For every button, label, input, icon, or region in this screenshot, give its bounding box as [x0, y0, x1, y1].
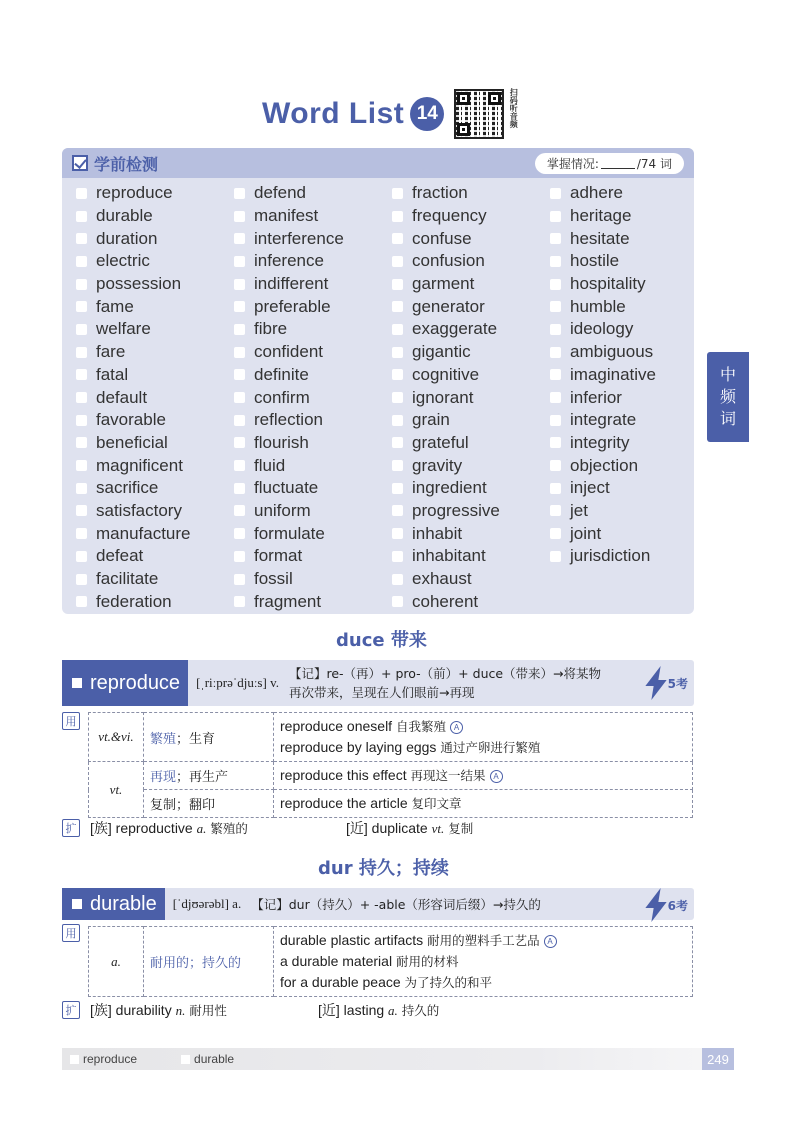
checklist-item[interactable] — [234, 477, 392, 500]
checkbox[interactable] — [392, 596, 403, 607]
checkbox[interactable] — [234, 188, 245, 199]
checklist-word: coherent — [412, 591, 479, 611]
checklist-item[interactable] — [76, 318, 234, 341]
checkbox[interactable] — [76, 211, 87, 222]
checklist-word: manufacture — [96, 523, 191, 543]
checklist-word: fraction — [412, 183, 468, 203]
checkbox[interactable] — [234, 460, 245, 471]
checklist-item[interactable] — [392, 227, 550, 250]
checklist-item[interactable] — [76, 386, 234, 409]
checklist-word: welfare — [96, 319, 151, 339]
checkbox[interactable] — [392, 233, 403, 244]
checklist-word: hospitality — [570, 274, 646, 294]
lightning-icon — [646, 888, 664, 922]
checklist-word: fibre — [254, 319, 288, 339]
checkbox[interactable] — [392, 188, 403, 199]
checklist-item[interactable] — [234, 522, 392, 545]
checklist-word: satisfactory — [96, 500, 182, 520]
entry-header-durable — [62, 888, 694, 920]
usage-table-reproduce — [88, 712, 693, 818]
phonetic: [ˈdjʊərəbl] a. — [172, 896, 242, 911]
checklist-word: adhere — [570, 183, 623, 203]
checkbox[interactable] — [76, 528, 87, 539]
checklist-word: ambiguous — [570, 342, 654, 362]
checklist-item[interactable] — [392, 409, 550, 432]
side-tab-char: 中 — [719, 365, 736, 384]
checkbox[interactable] — [234, 233, 245, 244]
page-header — [262, 88, 519, 140]
checklist-word: ingredient — [412, 478, 487, 498]
exam-mark-icon: A — [544, 935, 557, 948]
checklist-item[interactable] — [234, 250, 392, 273]
checkbox[interactable] — [76, 415, 87, 426]
checkbox[interactable] — [392, 279, 403, 290]
checklist-word: magnificent — [96, 455, 183, 475]
checklist-item[interactable] — [76, 500, 234, 523]
checklist-word: fare — [96, 342, 126, 362]
checklist-word: objection — [570, 455, 639, 475]
table-row: a. 耐用的；持久的 durable plastic artifacts 耐用的塑料手工艺品 A a durable material 耐用的材料 for a durable peace 为了持久的和平 — [89, 927, 693, 997]
checklist-word: hesitate — [570, 228, 630, 248]
exam-mark-icon: A — [490, 770, 503, 783]
checklist-word: fossil — [254, 569, 293, 589]
checkbox[interactable] — [392, 301, 403, 312]
checkbox[interactable] — [76, 483, 87, 494]
checklist-item[interactable] — [392, 273, 550, 296]
checkbox[interactable] — [76, 551, 87, 562]
checkbox[interactable] — [550, 233, 561, 244]
checkbox[interactable] — [234, 437, 245, 448]
checklist-item[interactable] — [76, 250, 234, 273]
checkbox[interactable] — [234, 505, 245, 516]
checkbox[interactable] — [550, 551, 561, 562]
usage-icon: 用 — [62, 712, 80, 730]
checkbox[interactable] — [76, 301, 87, 312]
checklist-item[interactable] — [76, 568, 234, 591]
checkbox[interactable] — [76, 574, 87, 585]
page-number: 249 — [702, 1048, 734, 1070]
checklist-word: garment — [412, 274, 475, 294]
checklist-item[interactable] — [550, 250, 708, 273]
checklist-item[interactable] — [234, 590, 392, 613]
checklist-word: grain — [412, 410, 450, 430]
checklist-item[interactable] — [392, 250, 550, 273]
qr-code-icon[interactable] — [454, 89, 504, 139]
checklist-item[interactable] — [76, 454, 234, 477]
checkbox[interactable] — [234, 483, 245, 494]
checklist-word: defend — [254, 183, 306, 203]
checklist-word: progressive — [412, 500, 500, 520]
checkbox[interactable] — [392, 211, 403, 222]
checklist-item[interactable] — [392, 386, 550, 409]
memory-tip: 【记】dur（持久）+ -able（形容词后缀）→持久的 — [251, 896, 541, 912]
page-title: Word List — [262, 97, 405, 130]
checklist-word: fatal — [96, 364, 129, 384]
checklist-item[interactable] — [392, 318, 550, 341]
checklist-item[interactable] — [234, 409, 392, 432]
checkbox[interactable] — [234, 369, 245, 380]
checklist-word: default — [96, 387, 148, 407]
checklist-word: interference — [254, 228, 344, 248]
checklist-word: inhabit — [412, 523, 463, 543]
checkbox[interactable] — [392, 505, 403, 516]
checklist-item[interactable] — [550, 522, 708, 545]
root-heading-duce: duce 带来 — [336, 630, 427, 651]
checkbox[interactable] — [392, 256, 403, 267]
checkbox[interactable] — [234, 211, 245, 222]
checklist-item[interactable] — [550, 545, 708, 568]
checklist-word: facilitate — [96, 569, 159, 589]
usage-table-durable — [88, 926, 693, 997]
checklist-word: ignorant — [412, 387, 474, 407]
checklist-word: manifest — [254, 206, 319, 226]
checkbox[interactable] — [76, 188, 87, 199]
checklist-item[interactable] — [550, 477, 708, 500]
checkbox[interactable] — [392, 551, 403, 562]
checklist-item[interactable] — [234, 545, 392, 568]
checkbox[interactable] — [234, 347, 245, 358]
checklist-word: jet — [570, 500, 588, 520]
checklist-word: exhaust — [412, 569, 472, 589]
checkbox[interactable] — [550, 188, 561, 199]
mastery-counter: 掌握情况: /74 词 — [535, 153, 684, 174]
checkbox[interactable] — [392, 369, 403, 380]
word-grid — [62, 178, 694, 613]
checklist-item[interactable] — [234, 205, 392, 228]
entry-word: reproduce — [90, 671, 181, 694]
checklist-word: reflection — [254, 410, 323, 430]
checklist-item[interactable] — [392, 477, 550, 500]
table-row: vt.&vi. 繁殖；生育 reproduce oneself 自我繁殖 A reproduce by laying eggs 通过产卵进行繁殖 — [89, 713, 693, 762]
checklist-word: beneficial — [96, 432, 168, 452]
page-footer — [62, 1048, 734, 1070]
checklist-title: 学前检测 — [94, 154, 159, 174]
checklist-word: fluctuate — [254, 478, 319, 498]
checklist-item[interactable] — [234, 318, 392, 341]
checklist-word: humble — [570, 296, 626, 316]
checklist-item[interactable] — [392, 500, 550, 523]
table-row: 复制；翻印 reproduce the article 复印文章 — [89, 790, 693, 818]
entry-header-reproduce — [62, 660, 694, 706]
checklist-item[interactable] — [234, 454, 392, 477]
lightning-icon — [646, 666, 664, 700]
entry-word: durable — [90, 892, 157, 915]
checklist-word: federation — [96, 591, 172, 611]
extension-icon: 扩 — [62, 1001, 80, 1019]
footer-word: reproduce — [62, 1052, 137, 1066]
extension-row-reproduce: 扩 [族] reproductive a. 繁殖的 [近] duplicate vt. 复制 — [62, 818, 473, 838]
checklist-word: confusion — [412, 251, 485, 271]
memory-tip: 【记】re-（再）+ pro-（前）+ duce（带来）→将某物 再次带来，呈现在人们眼前→再现 — [288, 666, 602, 700]
checklist-word: imaginative — [570, 364, 656, 384]
checklist-header — [62, 148, 694, 178]
side-tab-char: 频 — [719, 387, 736, 406]
footer-word: durable — [173, 1052, 234, 1066]
checkbox[interactable] — [76, 596, 87, 607]
checklist-item[interactable] — [392, 295, 550, 318]
exam-mark-icon: A — [450, 721, 463, 734]
checklist-item[interactable] — [550, 318, 708, 341]
checklist-word: confirm — [254, 387, 310, 407]
checkbox[interactable] — [234, 324, 245, 335]
word-column — [234, 182, 392, 613]
checklist-word: fame — [96, 296, 134, 316]
root-heading-dur: dur 持久；持续 — [318, 858, 449, 879]
checklist-word: inject — [570, 478, 610, 498]
checklist-word: duration — [96, 228, 158, 248]
checklist-word: defeat — [96, 546, 144, 566]
phonetic: [ˌriːprəˈdjuːs] v. — [196, 675, 279, 690]
checkbox[interactable] — [76, 392, 87, 403]
checklist-word: definite — [254, 364, 309, 384]
checklist-item[interactable] — [392, 432, 550, 455]
checklist-word: uniform — [254, 500, 311, 520]
checklist-item[interactable] — [234, 432, 392, 455]
checklist-item[interactable] — [392, 454, 550, 477]
word-column — [550, 182, 708, 613]
word-column — [76, 182, 234, 613]
checklist-word: hostile — [570, 251, 620, 271]
checkbox[interactable] — [392, 415, 403, 426]
checkbox[interactable] — [76, 233, 87, 244]
checkbox[interactable] — [392, 460, 403, 471]
checkbox[interactable] — [234, 574, 245, 585]
checklist-word: cognitive — [412, 364, 480, 384]
checklist-word: durable — [96, 206, 153, 226]
checklist-word: jurisdiction — [570, 546, 651, 566]
checklist-word: sacrifice — [96, 478, 159, 498]
checkbox[interactable] — [392, 347, 403, 358]
checkbox[interactable] — [550, 279, 561, 290]
checklist-word: confuse — [412, 228, 472, 248]
checkbox[interactable] — [76, 460, 87, 471]
checklist-word: electric — [96, 251, 150, 271]
checklist-word: preferable — [254, 296, 331, 316]
checkbox[interactable] — [392, 528, 403, 539]
checklist-item[interactable] — [392, 341, 550, 364]
checklist-item[interactable] — [234, 273, 392, 296]
checklist-item[interactable] — [76, 364, 234, 387]
mastery-blank[interactable] — [601, 157, 635, 169]
bullet-square-icon — [72, 899, 82, 909]
checklist-word: frequency — [412, 206, 487, 226]
checklist-word: inferior — [570, 387, 622, 407]
checklist-word: fluid — [254, 455, 286, 475]
checkbox[interactable] — [550, 347, 561, 358]
checklist-item[interactable] — [550, 364, 708, 387]
checkbox[interactable] — [76, 505, 87, 516]
checklist-item[interactable] — [234, 500, 392, 523]
checkbox[interactable] — [550, 437, 561, 448]
checklist-item[interactable] — [392, 590, 550, 613]
checkbox[interactable] — [234, 256, 245, 267]
checkbox[interactable] — [550, 369, 561, 380]
checklist-word: integrate — [570, 410, 637, 430]
side-tab-frequency[interactable] — [707, 352, 749, 442]
checklist-item[interactable] — [550, 273, 708, 296]
checkbox[interactable] — [76, 437, 87, 448]
checklist-word: format — [254, 546, 303, 566]
checklist-word: flourish — [254, 432, 309, 452]
checklist-item[interactable] — [550, 409, 708, 432]
checkbox-icon — [72, 155, 88, 171]
checklist-word: inhabitant — [412, 546, 486, 566]
checklist-item[interactable] — [76, 273, 234, 296]
checklist-item[interactable] — [392, 545, 550, 568]
checklist-word: heritage — [570, 206, 632, 226]
checklist-item[interactable] — [76, 432, 234, 455]
checkbox[interactable] — [550, 256, 561, 267]
checklist-item[interactable] — [234, 364, 392, 387]
checklist-item[interactable] — [234, 386, 392, 409]
bullet-square-icon — [72, 678, 82, 688]
checklist-item[interactable] — [76, 341, 234, 364]
checklist-word: gravity — [412, 455, 463, 475]
checkbox[interactable] — [234, 596, 245, 607]
checkbox[interactable] — [234, 528, 245, 539]
checklist-word: gigantic — [412, 342, 471, 362]
checklist-item[interactable] — [234, 341, 392, 364]
checkbox[interactable] — [76, 369, 87, 380]
side-tab-char: 词 — [719, 409, 736, 428]
list-number-badge: 14 — [410, 97, 444, 131]
checkbox[interactable] — [550, 528, 561, 539]
checklist-word: inference — [254, 251, 324, 271]
checkbox[interactable] — [76, 279, 87, 290]
checklist-item[interactable] — [550, 432, 708, 455]
table-row: vt. 再现；再生产 reproduce this effect 再现这一结果 A — [89, 762, 693, 790]
checklist-item[interactable] — [76, 227, 234, 250]
checkbox[interactable] — [234, 551, 245, 562]
exam-frequency: 6考 — [646, 888, 688, 922]
checklist-word: grateful — [412, 432, 469, 452]
checkbox[interactable] — [550, 301, 561, 312]
checklist-item[interactable] — [76, 409, 234, 432]
checkbox[interactable] — [392, 437, 403, 448]
checkbox[interactable] — [392, 483, 403, 494]
checkbox[interactable] — [550, 415, 561, 426]
checklist-word: favorable — [96, 410, 166, 430]
checklist-word: indifferent — [254, 274, 329, 294]
checkbox[interactable] — [392, 392, 403, 403]
checklist-item[interactable] — [392, 568, 550, 591]
checklist-word: formulate — [254, 523, 325, 543]
checkbox[interactable] — [76, 347, 87, 358]
checklist-item[interactable] — [234, 227, 392, 250]
checkbox[interactable] — [234, 279, 245, 290]
checklist-item[interactable] — [76, 205, 234, 228]
checklist-item[interactable] — [550, 205, 708, 228]
checkbox[interactable] — [550, 324, 561, 335]
checkbox[interactable] — [550, 483, 561, 494]
checklist-word: ideology — [570, 319, 634, 339]
pre-study-checklist — [62, 148, 694, 614]
checklist-item[interactable] — [550, 454, 708, 477]
checklist-item[interactable] — [76, 545, 234, 568]
checkbox[interactable] — [234, 301, 245, 312]
checkbox[interactable] — [76, 324, 87, 335]
checklist-word: joint — [570, 523, 602, 543]
checkbox[interactable] — [392, 324, 403, 335]
checklist-item[interactable] — [550, 182, 708, 205]
checkbox[interactable] — [234, 415, 245, 426]
checklist-item[interactable] — [550, 227, 708, 250]
checklist-item[interactable] — [550, 341, 708, 364]
checkbox[interactable] — [550, 211, 561, 222]
checkbox[interactable] — [234, 392, 245, 403]
checklist-item[interactable] — [550, 386, 708, 409]
checklist-item[interactable] — [392, 364, 550, 387]
checklist-word: reproduce — [96, 183, 173, 203]
checklist-item[interactable] — [392, 182, 550, 205]
checklist-item[interactable] — [392, 205, 550, 228]
word-column — [392, 182, 550, 613]
checkbox[interactable] — [76, 256, 87, 267]
checklist-item[interactable] — [76, 182, 234, 205]
checklist-word: possession — [96, 274, 182, 294]
checkbox[interactable] — [550, 505, 561, 516]
extension-row-durable: 扩 [族] durability n. 耐用性 [近] lasting a. 持久的 — [62, 1000, 439, 1020]
checklist-word: confident — [254, 342, 323, 362]
qr-caption: 扫码听音频 — [509, 88, 519, 128]
checklist-item[interactable] — [76, 477, 234, 500]
checklist-item[interactable] — [550, 500, 708, 523]
checklist-word: fragment — [254, 591, 322, 611]
checkbox[interactable] — [550, 392, 561, 403]
checklist-word: exaggerate — [412, 319, 498, 339]
checklist-item[interactable] — [76, 295, 234, 318]
checklist-item[interactable] — [76, 522, 234, 545]
exam-frequency: 5考 — [646, 666, 688, 700]
checklist-item[interactable] — [234, 568, 392, 591]
checklist-word: generator — [412, 296, 485, 316]
checklist-item[interactable] — [234, 182, 392, 205]
checklist-item[interactable] — [234, 295, 392, 318]
checkbox[interactable] — [392, 574, 403, 585]
extension-icon: 扩 — [62, 819, 80, 837]
usage-icon: 用 — [62, 924, 80, 942]
checklist-word: integrity — [570, 432, 630, 452]
checkbox[interactable] — [550, 460, 561, 471]
checklist-item[interactable] — [392, 522, 550, 545]
checklist-item[interactable] — [76, 590, 234, 613]
checklist-item[interactable] — [550, 295, 708, 318]
